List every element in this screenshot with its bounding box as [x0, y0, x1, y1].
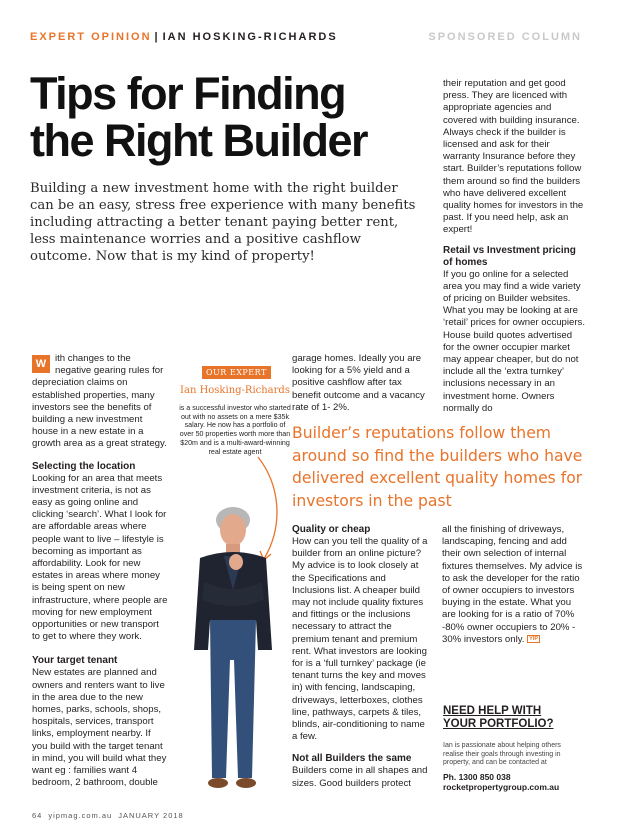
expert-name: Ian Hosking-Richards: [180, 385, 290, 396]
pull-quote: Builder’s reputations follow them around so find the builders who have delivered excellent quality homes for investors in the past: [292, 424, 583, 510]
help-box-title: [443, 705, 593, 730]
contact-website: rocketpropertygroup.com.au: [443, 782, 560, 792]
heading-retail-vs-investment: Retail vs Investment pricing of homes: [443, 244, 576, 268]
column-4: [442, 524, 584, 646]
header-author: IAN HOSKING-RICHARDS: [162, 31, 338, 43]
paragraph-reputation: their reputation and get good press. They are licenced with appropriate agencies and covered with building insurance. Always check if the builder is licensed and ask for their warranty Insurance before they start. Builder’s reputations follow them around so find the builders who have delivered excellent quality homes for investors in the past. If you need help, ask an expert!: [443, 78, 584, 236]
page-number: 64: [32, 811, 43, 820]
contact-phone: Ph. 1300 850 038: [443, 772, 511, 782]
header-category: EXPERT OPINION: [30, 31, 152, 43]
footer-issue: JANUARY 2018: [118, 811, 184, 820]
page-footer: [32, 811, 190, 820]
expert-bio: is a successful investor who started out with no assets on a mere $35k salary. He now has a portfolio of over 50 properties worth more than $20m and is a multi-award-winning real estate agent: [179, 404, 291, 456]
help-title-line2: YOUR PORTFOLIO?: [443, 717, 554, 730]
paragraph-selecting-location: Looking for an area that meets investment criteria, is not as easy as going online and clicking ‘search’. What I look for are affordable areas where people want to live – lifestyle is becoming as important as affordability. Look for new estates in areas where money is being spent on new infrastructure, where people are moving for new employment opportunities or new transport to get to where they work.: [32, 472, 168, 643]
paragraph-builders-shapes: Builders come in all shapes and sizes. Good builders protect: [292, 765, 428, 789]
column-3: [292, 524, 430, 790]
paragraph-target-tenant: New estates are planned and owners and renters want to live in the area due to the new homes, parks, schools, shops, hospitals, services, transport links, employment nearby. If you build with the target tenant in mind, you will build what they want eg : families want 4 bedroom, 2 bathroom, double: [32, 667, 167, 789]
header-sponsored-label: SPONSORED COLUMN: [428, 31, 582, 43]
heading-not-all-builders: Not all Builders the same: [292, 753, 412, 765]
article-lede: Building a new investment home with the right builder can be an easy, stress free experience with many benefits including attracting a better tenant paying better rent, less maintenance worries and a positive cashflow outcome. Now that is my kind of property!: [30, 181, 416, 264]
intro-text: ith changes to the negative gearing rules for depreciation claims on established properties, many investors see the benefits of building a new investment house in a new estate in a growth area as a great strategy.: [32, 353, 167, 450]
footer-site: yipmag.com.au: [48, 811, 113, 820]
column-3-top: [292, 353, 430, 414]
help-title-line1: NEED HELP WITH: [443, 705, 542, 717]
heading-target-tenant: Your target tenant: [32, 655, 118, 667]
help-box-contact: [443, 772, 593, 792]
help-box-text: Ian is passionate about helping others realise their goals through investing in property, and can be contacted at: [443, 742, 561, 767]
dropcap: W: [32, 355, 50, 373]
intro-paragraph: [32, 353, 168, 451]
heading-quality-or-cheap: Quality or cheap: [292, 524, 371, 535]
header-category-author: [30, 31, 338, 43]
expert-portrait: [178, 500, 288, 805]
paragraph-finishing: all the finishing of driveways, landscaping, fencing and add their own selection of internal fixtures themselves. My advice is to ask the developer for the ratio of owner occupiers to investors buying in the estate. What you are looking for is a ratio of 70% -80% owner occupiers to 20% - 30% investors only. YIP: [442, 524, 583, 645]
article-title: Tips for Finding the Right Builder: [30, 68, 367, 166]
column-1: [32, 353, 168, 790]
paragraph-quality: How can you tell the quality of a builder from an online picture? My advice is to look closely at the Specifications and Inclusions list. A cheaper build may not include quality fixtures and fittings or the inclusions necessary to attract the premium tenant and premium rent. What investors are looking for is a ‘full turnkey’ package (ie tenant turns the key and moves in) with fencing, landscaping, driveways, letterboxes, clothes line, pathways, carpets & tiles, blinds, air-conditioning to name a few.: [292, 536, 428, 743]
expert-tag: OUR EXPERT: [202, 366, 271, 379]
end-mark-icon: YIP: [529, 636, 539, 643]
paragraph-garage-homes: garage homes. Ideally you are looking for a 5% yield and a positive cashflow after tax benefit outcome and a vacancy rate of 1- 2%.: [292, 353, 425, 413]
column-right-top: [443, 78, 585, 415]
header-separator: |: [154, 31, 160, 43]
heading-selecting-location: Selecting the location: [32, 460, 136, 472]
paragraph-retail-pricing: If you go online for a selected area you may find a wide variety of pricing on Builder websites. What you may be looking at are ‘retail’ prices for owner occupiers. House build quotes advertised for the owner occupier market may appear cheaper, but do not include all the ‘extra turnkey’ inclusions necessary in an investment home. Owners normally do: [443, 268, 586, 414]
